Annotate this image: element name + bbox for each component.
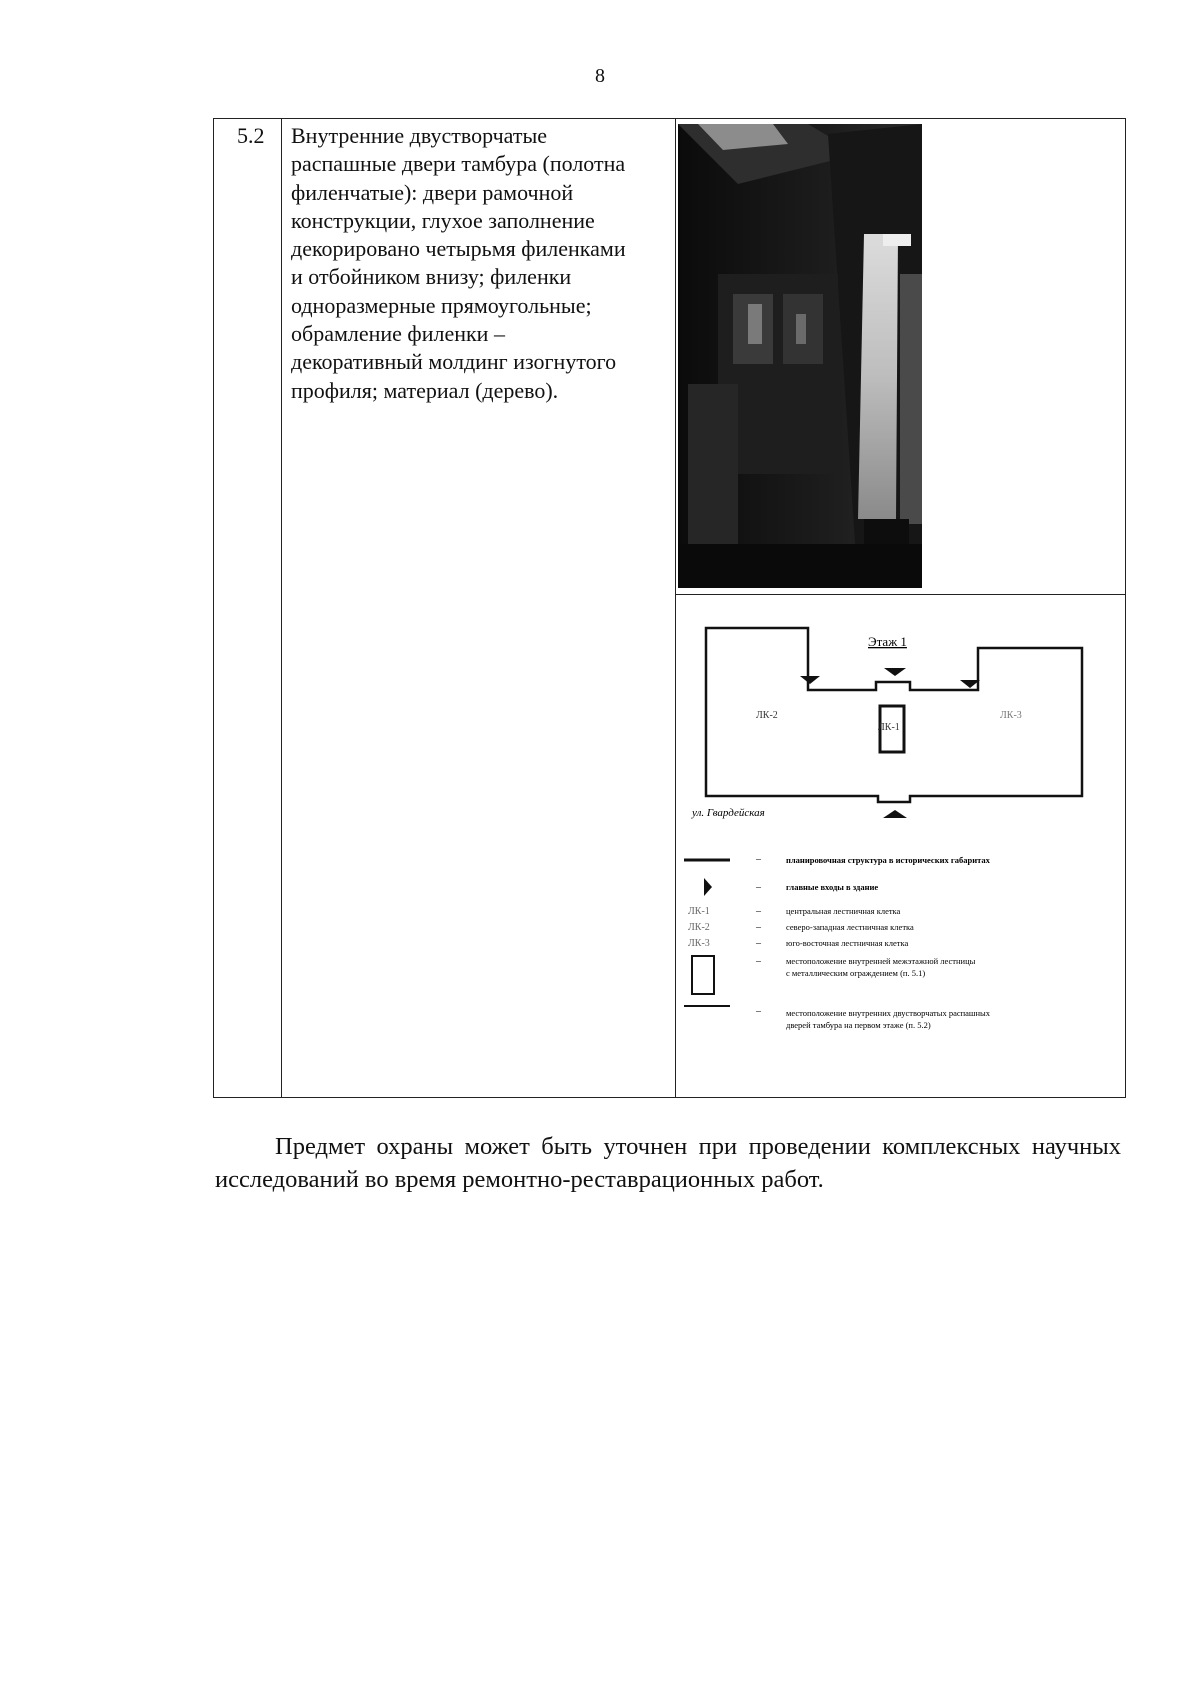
page-number: 8 [595, 65, 605, 87]
table-border-top [213, 118, 1126, 119]
stair-label-lk2: ЛК-2 [756, 710, 778, 721]
legend-text: местоположение внутренних двустворчатых распашных [786, 1008, 990, 1018]
legend-code: ЛК-1 [688, 906, 710, 917]
svg-text:–: – [756, 938, 761, 949]
closing-paragraph-text: Предмет охраны может быть уточнен при проведении комплексных научных исследований во время ремонтно-реставрационных работ. [215, 1133, 1121, 1193]
svg-text:–: – [756, 1006, 761, 1017]
table-border-right [1125, 118, 1126, 1098]
street-label: ул. Гвардейская [692, 807, 765, 819]
stair-label-lk3: ЛК-3 [1000, 710, 1022, 721]
cell-divider [675, 594, 1126, 595]
legend-text: с металлическим ограждением (п. 5.1) [786, 968, 926, 978]
entrance-arrow-icon [800, 676, 820, 684]
protection-subject-table [213, 118, 1126, 1098]
table-border-bottom [213, 1097, 1126, 1098]
legend-box-symbol [692, 956, 714, 994]
legend-code: ЛК-2 [688, 922, 710, 933]
svg-text:–: – [756, 854, 761, 865]
floor-plan [678, 618, 1122, 1088]
legend-text: юго-восточная лестничная клетка [786, 938, 909, 948]
table-divider-2 [675, 118, 676, 1098]
table-border-left [213, 118, 214, 1098]
legend-code: ЛК-3 [688, 938, 710, 949]
legend-text: местоположение внутренней межэтажной лестницы [786, 956, 976, 966]
floor-label: Этаж 1 [868, 634, 907, 649]
row-number: 5.2 [237, 123, 265, 148]
closing-paragraph [215, 1130, 1121, 1196]
legend-text: главные входы в здание [786, 882, 879, 892]
row-description: Внутренние двустворчатые распашные двери тамбура (полотна филенчатые): двери рамочной конструкции, глухое заполнение декорировано четырьмя филенками и отбойником внизу; филенки одноразмерные прямоугольные; обрамление филенки – декоративный молдинг изогнутого профиля; материал (дерево). [291, 123, 626, 403]
svg-text:–: – [756, 956, 761, 967]
legend-text: дверей тамбура на первом этаже (п. 5.2) [786, 1020, 931, 1030]
svg-text:–: – [756, 882, 761, 893]
entrance-arrow-icon [883, 810, 907, 818]
table-divider-1 [281, 118, 282, 1098]
svg-text:–: – [756, 922, 761, 933]
stair-label-lk1: ЛК-1 [878, 722, 900, 733]
legend-text: северо-западная лестничная клетка [786, 922, 914, 932]
svg-text:–: – [756, 906, 761, 917]
legend-text: планировочная структура в исторических габаритах [786, 855, 990, 865]
door-photo [678, 124, 1122, 588]
legend-text: центральная лестничная клетка [786, 906, 901, 916]
entrance-arrow-icon [704, 878, 712, 896]
entrance-arrow-icon [884, 668, 906, 676]
